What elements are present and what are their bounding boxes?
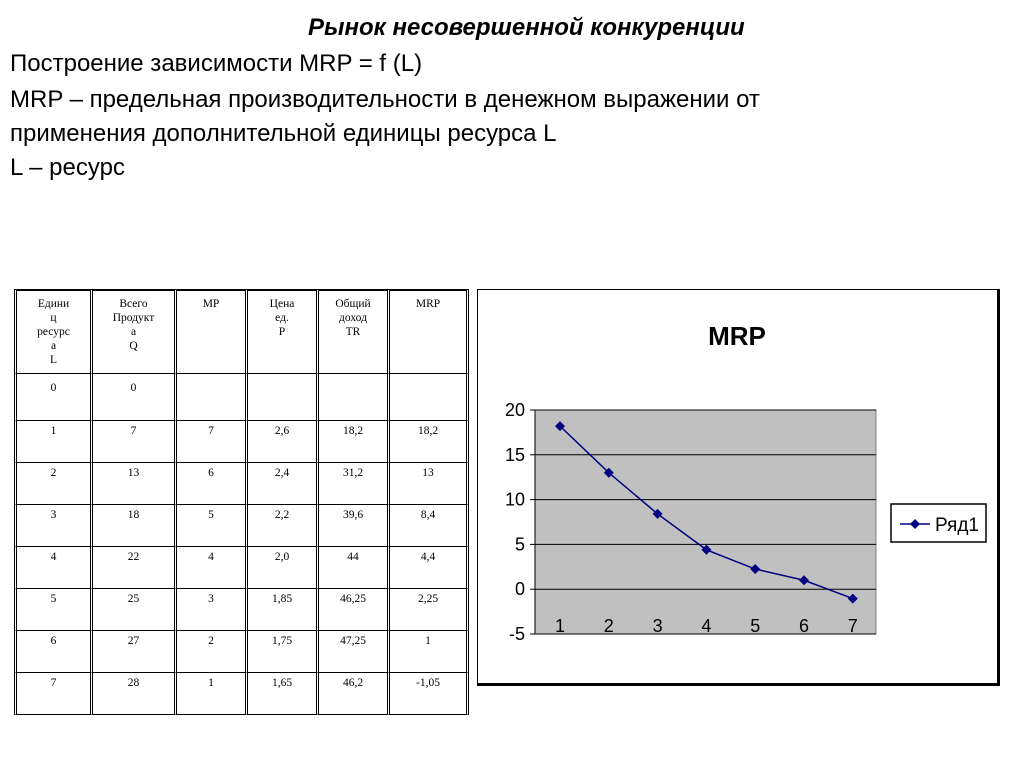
table-row <box>14 630 469 672</box>
table-cell: 7 <box>90 420 174 462</box>
chart-title: MRP <box>708 321 766 351</box>
table-row <box>14 546 469 588</box>
y-tick-label: 20 <box>504 400 525 420</box>
y-tick-label: 5 <box>514 534 525 555</box>
table-cell: 47,25 <box>316 630 387 672</box>
table-row <box>14 672 469 715</box>
table-row <box>14 373 469 420</box>
x-tick-label: 4 <box>701 616 712 637</box>
table-cell: 18 <box>90 504 174 546</box>
table-cell: 22 <box>90 546 174 588</box>
column-header: Общий доход TR <box>316 289 387 373</box>
table-cell: 1,85 <box>245 588 316 630</box>
table-row <box>14 588 469 630</box>
table-cell: 4,4 <box>387 546 469 588</box>
table-cell: 2 <box>14 462 90 504</box>
data-table <box>14 289 469 715</box>
table-cell <box>316 373 387 420</box>
y-tick-label: -5 <box>508 624 525 644</box>
legend-label: Ряд1 <box>935 515 979 536</box>
table-cell: 18,2 <box>316 420 387 462</box>
table-cell: 1 <box>387 630 469 672</box>
table-cell: 28 <box>90 672 174 715</box>
x-tick-label: 7 <box>847 616 858 637</box>
x-tick-label: 1 <box>554 616 566 637</box>
table-cell: 7 <box>14 672 90 715</box>
table-cell: 6 <box>174 462 245 504</box>
table-cell: 2,0 <box>245 546 316 588</box>
table-cell: 13 <box>90 462 174 504</box>
table-cell <box>174 373 245 420</box>
table-cell: 4 <box>14 546 90 588</box>
table-cell: 4 <box>174 546 245 588</box>
text-line-2: MRP – предельная производительности в денежном выражении от <box>10 86 760 113</box>
y-tick-label: 0 <box>514 579 525 600</box>
table-cell: 8,4 <box>387 504 469 546</box>
table-cell: 5 <box>174 504 245 546</box>
table-cell: 18,2 <box>387 420 469 462</box>
table-cell: 39,6 <box>316 504 387 546</box>
table-cell: 2,2 <box>245 504 316 546</box>
x-tick-label: 6 <box>798 616 810 637</box>
table-row <box>14 504 469 546</box>
table-cell: 1,65 <box>245 672 316 715</box>
column-header: Всего Продукт а Q <box>90 289 174 373</box>
table-cell: 1,75 <box>245 630 316 672</box>
chart-area <box>477 289 1000 686</box>
table-cell: 46,25 <box>316 588 387 630</box>
table-cell: -1,05 <box>387 672 469 715</box>
table-cell: 6 <box>14 630 90 672</box>
table-cell: 2 <box>174 630 245 672</box>
y-tick-label: 15 <box>504 444 525 465</box>
table-cell: 0 <box>14 373 90 420</box>
text-line-3: применения дополнительной единицы ресурса L <box>10 120 557 147</box>
slide-title: Рынок несовершенной конкуренции <box>308 14 745 41</box>
table-cell: 13 <box>387 462 469 504</box>
y-tick-label: 10 <box>504 489 525 510</box>
column-header: Едини ц ресурс а L <box>14 289 90 373</box>
x-tick-label: 5 <box>750 616 761 637</box>
table-cell: 3 <box>14 504 90 546</box>
x-tick-label: 2 <box>603 616 614 637</box>
table-cell <box>387 373 469 420</box>
x-tick-label: 3 <box>652 616 663 637</box>
table-row <box>14 462 469 504</box>
table-cell: 2,4 <box>245 462 316 504</box>
table-cell: 2,25 <box>387 588 469 630</box>
table-cell: 0 <box>90 373 174 420</box>
table-cell: 46,2 <box>316 672 387 715</box>
table-cell: 27 <box>90 630 174 672</box>
table-cell: 7 <box>174 420 245 462</box>
table-cell <box>245 373 316 420</box>
table-cell: 1 <box>14 420 90 462</box>
mrp-chart <box>478 290 997 683</box>
table-header-row <box>14 289 469 373</box>
column-header: Цена ед. P <box>245 289 316 373</box>
text-line-4: L – ресурс <box>10 154 125 181</box>
table-cell: 31,2 <box>316 462 387 504</box>
table-cell: 3 <box>174 588 245 630</box>
column-header: MRP <box>387 289 469 373</box>
table-cell: 25 <box>90 588 174 630</box>
plot-area <box>535 410 876 637</box>
table-cell: 2,6 <box>245 420 316 462</box>
text-line-1: Построение зависимости MRP = f (L) <box>10 50 423 77</box>
table-row <box>14 420 469 462</box>
column-header: MP <box>174 289 245 373</box>
table-cell: 44 <box>316 546 387 588</box>
table-cell: 5 <box>14 588 90 630</box>
table-cell: 1 <box>174 672 245 715</box>
